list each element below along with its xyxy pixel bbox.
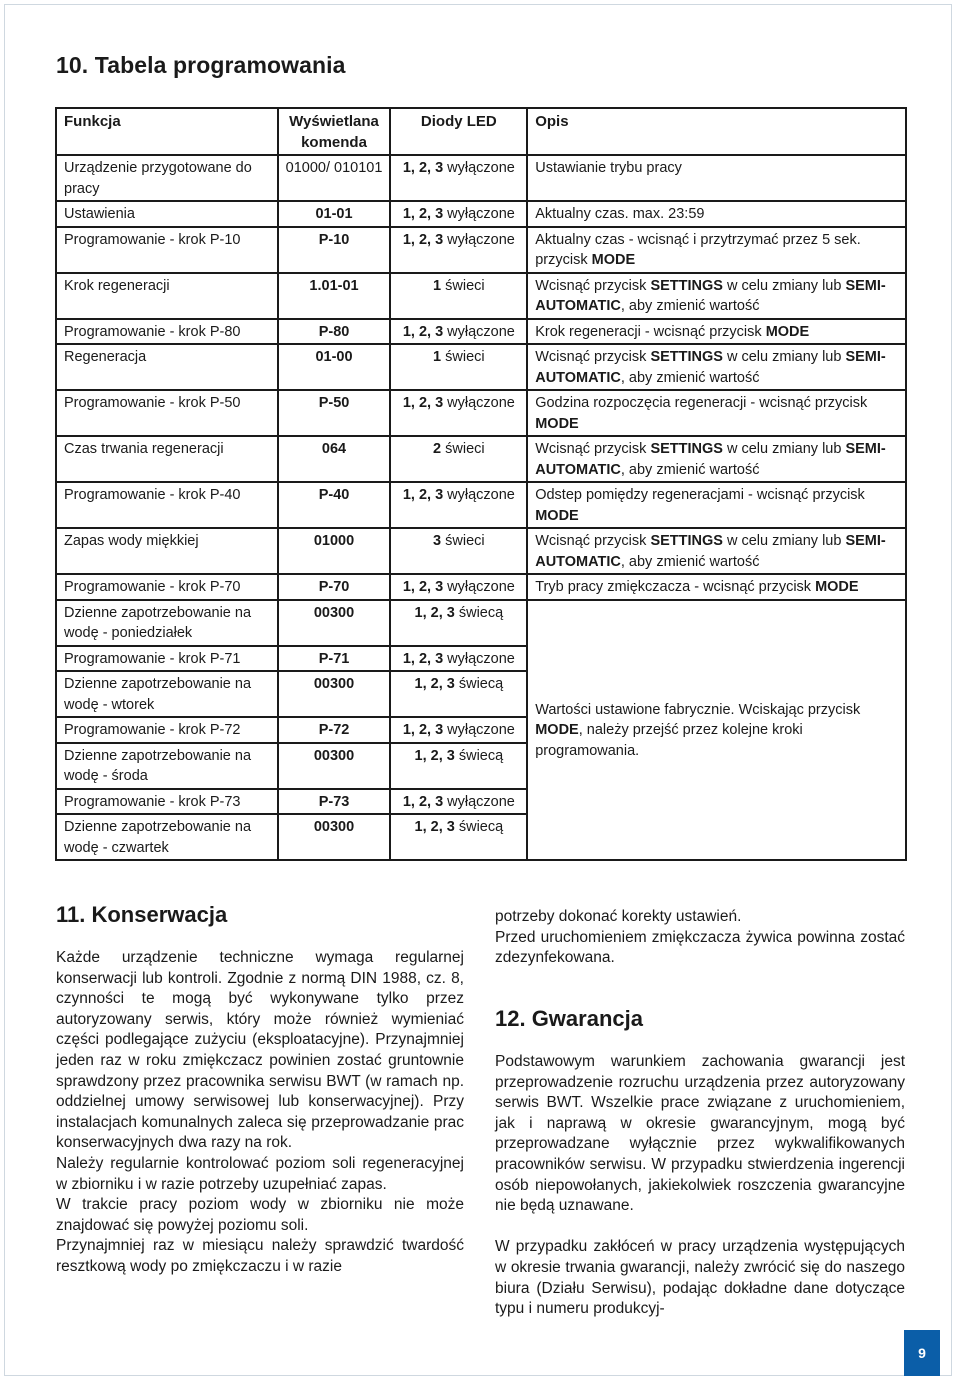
- header-command: Wyświetlana komenda: [278, 108, 391, 155]
- section-11-continued: [495, 907, 905, 969]
- cell-command: P-50: [278, 390, 391, 436]
- table-header-row: [56, 108, 906, 155]
- cell-description: Wcisnąć przycisk SETTINGS w celu zmiany lub SEMI-AUTOMATIC, aby zmienić wartość: [527, 436, 906, 482]
- cell-function: Krok regeneracji: [56, 273, 278, 319]
- cell-function: Dzienne zapotrzebowanie na wodę - czwartek: [56, 814, 278, 860]
- cell-led: 3 świeci: [390, 528, 527, 574]
- cell-function: Dzienne zapotrzebowanie na wodę - poniedziałek: [56, 600, 278, 646]
- page-title: 10. Tabela programowania: [56, 52, 346, 78]
- programming-table: [55, 107, 907, 861]
- cell-description: Aktualny czas - wcisnąć i przytrzymać przez 5 sek. przycisk MODE: [527, 227, 906, 273]
- header-description: Opis: [527, 108, 906, 155]
- cell-led: 1, 2, 3 wyłączone: [390, 155, 527, 201]
- cell-command: 01000/ 010101: [278, 155, 391, 201]
- table-row: [56, 574, 906, 600]
- cell-command: 00300: [278, 600, 391, 646]
- cell-description: Odstep pomiędzy regeneracjami - wcisnąć przycisk MODE: [527, 482, 906, 528]
- paragraph: Przynajmniej raz w miesiącu należy sprawdzić twardość resztkową wody po zmiękczaczu i w razie: [56, 1237, 464, 1275]
- cell-command: 064: [278, 436, 391, 482]
- cell-led: 2 świeci: [390, 436, 527, 482]
- cell-command: 01-00: [278, 344, 391, 390]
- cell-description: Krok regeneracji - wcisnąć przycisk MODE: [527, 319, 906, 345]
- table-row: [56, 273, 906, 319]
- table-row: [56, 227, 906, 273]
- cell-function: Programowanie - krok P-50: [56, 390, 278, 436]
- cell-command: P-72: [278, 717, 391, 743]
- cell-led: 1, 2, 3 wyłączone: [390, 717, 527, 743]
- paragraph: W trakcie pracy poziom wody w zbiorniku nie może znajdować się powyżej poziomu soli.: [56, 1196, 464, 1234]
- cell-function: Programowanie - krok P-40: [56, 482, 278, 528]
- cell-led: 1 świeci: [390, 273, 527, 319]
- cell-function: Urządzenie przygotowane do pracy: [56, 155, 278, 201]
- cell-led: 1, 2, 3 świecą: [390, 743, 527, 789]
- paragraph: Należy regularnie kontrolować poziom soli regeneracyjnej w zbiorniku i w razie potrzeby uzupełniać zapas.: [56, 1154, 464, 1193]
- cell-function: Programowanie - krok P-73: [56, 789, 278, 815]
- cell-function: Czas trwania regeneracji: [56, 436, 278, 482]
- cell-function: Dzienne zapotrzebowanie na wodę - środa: [56, 743, 278, 789]
- paragraph: Przed uruchomieniem zmiękczacza żywica powinna zostać zdezynfekowana.: [495, 928, 905, 967]
- cell-command: P-73: [278, 789, 391, 815]
- cell-command: P-10: [278, 227, 391, 273]
- cell-command: 00300: [278, 743, 391, 789]
- table-row: [56, 319, 906, 345]
- cell-description: Godzina rozpoczęcia regeneracji - wcisnąć przycisk MODE: [527, 390, 906, 436]
- cell-description: Wcisnąć przycisk SETTINGS w celu zmiany lub SEMI-AUTOMATIC, aby zmienić wartość: [527, 344, 906, 390]
- cell-led: 1, 2, 3 wyłączone: [390, 201, 527, 227]
- cell-led: 1, 2, 3 świecą: [390, 671, 527, 717]
- cell-function: Regeneracja: [56, 344, 278, 390]
- cell-description-merged: Wartości ustawione fabrycznie. Wciskając przycisk MODE, należy przejść przez kolejne kroki programowania.: [527, 600, 906, 861]
- cell-command: P-71: [278, 646, 391, 672]
- table-row: [56, 390, 906, 436]
- cell-command: 00300: [278, 814, 391, 860]
- cell-led: 1 świeci: [390, 344, 527, 390]
- cell-command: 00300: [278, 671, 391, 717]
- cell-led: 1, 2, 3 świecą: [390, 814, 527, 860]
- paragraph: potrzeby dokonać korekty ustawień.: [495, 908, 742, 925]
- cell-led: 1, 2, 3 wyłączone: [390, 319, 527, 345]
- table-row: [56, 528, 906, 574]
- cell-command: P-80: [278, 319, 391, 345]
- header-function: Funkcja: [56, 108, 278, 155]
- table-row: [56, 201, 906, 227]
- cell-command: P-70: [278, 574, 391, 600]
- table-row: [56, 436, 906, 482]
- cell-command: 1.01-01: [278, 273, 391, 319]
- table-row: [56, 482, 906, 528]
- cell-led: 1, 2, 3 wyłączone: [390, 646, 527, 672]
- cell-command: 01000: [278, 528, 391, 574]
- paragraph: Każde urządzenie techniczne wymaga regularnej konserwacji lub kontroli. Zgodnie z normą DIN 1988, cz. 8, czynności te mogą być wykonywane tylko przez autoryzowany serwis, który może również wymieniać części podlegające zużyciu (eksploatacyjne). Przynajmniej jeden raz w roku zmiękczacz powinien zostać gruntownie sprawdzony przez pracownika serwisu BWT (w ramach np. oddzielnej umowy serwisowej lub konserwacyjnej). Przy instalacjach komunalnych zaleca się przeprowadzanie prac konserwacyjnych dwa razy na rok.: [56, 949, 464, 1152]
- cell-function: Ustawienia: [56, 201, 278, 227]
- table-row: [56, 344, 906, 390]
- cell-led: 1, 2, 3 wyłączone: [390, 227, 527, 273]
- cell-led: 1, 2, 3 świecą: [390, 600, 527, 646]
- cell-description: Wcisnąć przycisk SETTINGS w celu zmiany lub SEMI-AUTOMATIC, aby zmienić wartość: [527, 528, 906, 574]
- cell-command: 01-01: [278, 201, 391, 227]
- cell-led: 1, 2, 3 wyłączone: [390, 574, 527, 600]
- table-row: [56, 155, 906, 201]
- cell-description: Wcisnąć przycisk SETTINGS w celu zmiany lub SEMI-AUTOMATIC, aby zmienić wartość: [527, 273, 906, 319]
- section-12-body: [495, 1052, 905, 1320]
- cell-description: Ustawianie trybu pracy: [527, 155, 906, 201]
- cell-function: Programowanie - krok P-70: [56, 574, 278, 600]
- cell-function: Zapas wody miękkiej: [56, 528, 278, 574]
- cell-led: 1, 2, 3 wyłączone: [390, 390, 527, 436]
- page-number: 9: [904, 1330, 940, 1376]
- cell-function: Dzienne zapotrzebowanie na wodę - wtorek: [56, 671, 278, 717]
- cell-function: Programowanie - krok P-71: [56, 646, 278, 672]
- cell-description: Aktualny czas. max. 23:59: [527, 201, 906, 227]
- paragraph: W przypadku zakłóceń w pracy urządzenia występujących w okresie trwania gwarancji, należy zwrócić się do naszego biura (Działu Serwisu), podając dokładne dane dotyczące typu i numeru produkcyj-: [495, 1238, 905, 1318]
- section-12-title: 12. Gwarancja: [495, 1006, 643, 1031]
- cell-led: 1, 2, 3 wyłączone: [390, 789, 527, 815]
- cell-led: 1, 2, 3 wyłączone: [390, 482, 527, 528]
- table-row: [56, 600, 906, 646]
- cell-command: P-40: [278, 482, 391, 528]
- cell-description: Tryb pracy zmiękczacza - wcisnąć przycisk MODE: [527, 574, 906, 600]
- section-11-title: 11. Konserwacja: [56, 902, 228, 927]
- section-11-body: [56, 948, 464, 1278]
- header-led: Diody LED: [390, 108, 527, 155]
- cell-function: Programowanie - krok P-72: [56, 717, 278, 743]
- cell-function: Programowanie - krok P-10: [56, 227, 278, 273]
- cell-function: Programowanie - krok P-80: [56, 319, 278, 345]
- paragraph: Podstawowym warunkiem zachowania gwarancji jest przeprowadzenie rozruchu urządzenia przez autoryzowany serwis BWT. Wszelkie prace związane z uruchomieniem, jak i naprawą w okresie gwarancyjnym, mogą być przeprowadzane wyłącznie przez wykwalifikowanych pracowników serwisu. W przypadku stwierdzenia ingerencji osób niepowołanych, jakiekolwiek roszczenia gwarancyjne nie będą uznawane.: [495, 1053, 905, 1215]
